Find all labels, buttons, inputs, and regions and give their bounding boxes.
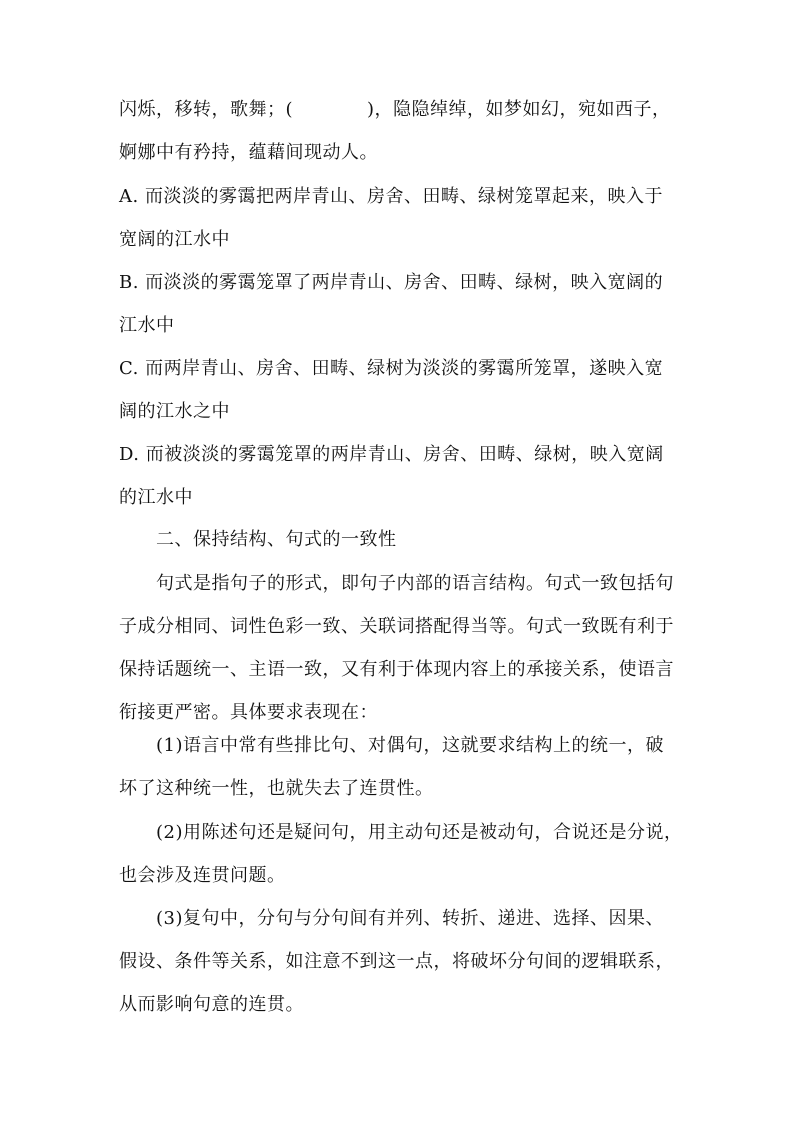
text-line: 句式是指句子的形式，即句子内部的语言结构。句式一致包括句	[156, 573, 674, 594]
text-line: 从而影响句意的连贯。	[119, 994, 304, 1015]
text-line: 衔接更严密。具体要求表现在：	[119, 702, 378, 723]
heading-line: 二、保持结构、句式的一致性	[156, 529, 397, 550]
text-line: 的江水中	[119, 487, 193, 508]
text-line: C. 而两岸青山、房舍、田畴、绿树为淡淡的雾霭所笼罩，遂映入宽	[119, 358, 664, 379]
text-line: 江水中	[119, 315, 175, 336]
text-line: D. 而被淡淡的雾霭笼罩的两岸青山、房舍、田畴、绿树，映入宽阔	[119, 444, 664, 465]
rule-2	[119, 811, 683, 897]
text-line: (2)用陈述句还是疑问句，用主动句还是被动句，合说还是分说，	[156, 822, 683, 843]
option-d	[119, 433, 679, 519]
text-line: 闪烁，移转，歌舞；( )，隐隐绰绰，如梦如幻，宛如西子，	[119, 99, 671, 120]
text-line: (1)语言中常有些排比句、对偶句，这就要求结构上的统一，破	[156, 735, 664, 756]
text-line: 婀娜中有矜持，蕴藉间现动人。	[119, 142, 378, 163]
section-heading	[119, 518, 679, 561]
text-line: 坏了这种统一性，也就失去了连贯性。	[119, 778, 434, 799]
text-line: 宽阔的江水中	[119, 229, 230, 250]
text-line: 假设、条件等关系，如注意不到这一点，将破坏分句间的逻辑联系，	[119, 951, 674, 972]
text-line: B. 而淡淡的雾霭笼罩了两岸青山、房舍、田畴、绿树，映入宽阔的	[119, 272, 664, 293]
text-line: 子成分相同、词性色彩一致、关联词搭配得当等。句式一致既有利于	[119, 616, 674, 637]
passage-paragraph	[119, 88, 679, 174]
rule-1	[119, 724, 679, 810]
text-line: (3)复句中，分句与分句间有并列、转折、递进、选择、因果、	[156, 908, 664, 929]
text-line: 阔的江水之中	[119, 401, 230, 422]
text-line: 保持话题统一、主语一致，又有利于体现内容上的承接关系，使语言	[119, 659, 674, 680]
text-line: A. 而淡淡的雾霭把两岸青山、房舍、田畴、绿树笼罩起来，映入于	[119, 186, 663, 207]
option-c	[119, 347, 679, 433]
body-paragraph	[119, 562, 679, 734]
option-a	[119, 175, 679, 261]
rule-3	[119, 897, 679, 1026]
text-line: 也会涉及连贯问题。	[119, 865, 286, 886]
option-b	[119, 261, 679, 347]
